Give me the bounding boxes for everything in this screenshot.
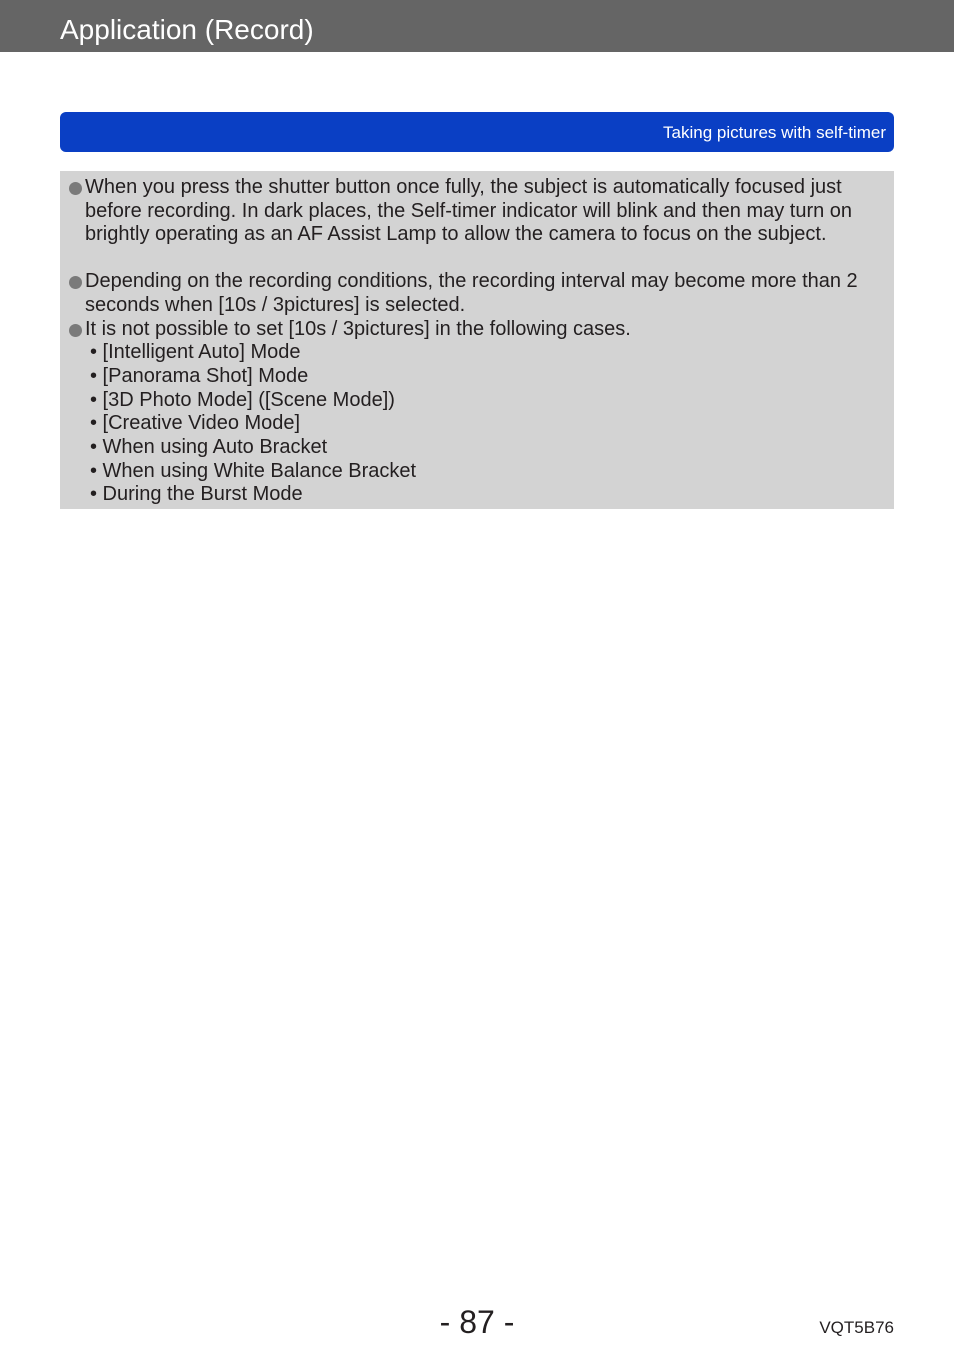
page-title: Application (Record) <box>60 14 314 45</box>
header-bar <box>0 0 954 52</box>
note-item <box>85 176 885 247</box>
case-item: • When using White Balance Bracket <box>90 460 417 482</box>
case-item: • [Panorama Shot] Mode <box>90 365 309 387</box>
document-code: VQT5B76 <box>819 1318 894 1337</box>
case-item: • [Intelligent Auto] Mode <box>90 341 301 363</box>
note-text: It is not possible to set [10s / 3pictures] in the following cases. <box>85 318 631 340</box>
notes-box <box>60 171 894 509</box>
case-item: • When using Auto Bracket <box>90 436 328 458</box>
note-text: When you press the shutter button once fully, the subject is automatically focused just before recording. In dark places, the Self-timer indicator will blink and then may turn on brightly operating as an AF Assist Lamp to allow the camera to focus on the subject. <box>85 176 853 246</box>
bullet-dot-icon <box>69 182 82 195</box>
section-banner <box>60 112 894 152</box>
note-text: Depending on the recording conditions, the recording interval may become more than 2 seconds when [10s / 3pictures] is selected. <box>85 270 858 316</box>
bullet-dot-icon <box>69 324 82 337</box>
case-item: • [3D Photo Mode] ([Scene Mode]) <box>90 389 395 411</box>
page-number: - 87 - <box>439 1304 515 1340</box>
bullet-dot-icon <box>69 276 82 289</box>
note-item <box>85 318 885 342</box>
case-item: • During the Burst Mode <box>90 483 303 505</box>
note-item <box>85 270 885 317</box>
case-item: • [Creative Video Mode] <box>90 412 301 434</box>
section-title: Taking pictures with self-timer <box>663 123 886 142</box>
